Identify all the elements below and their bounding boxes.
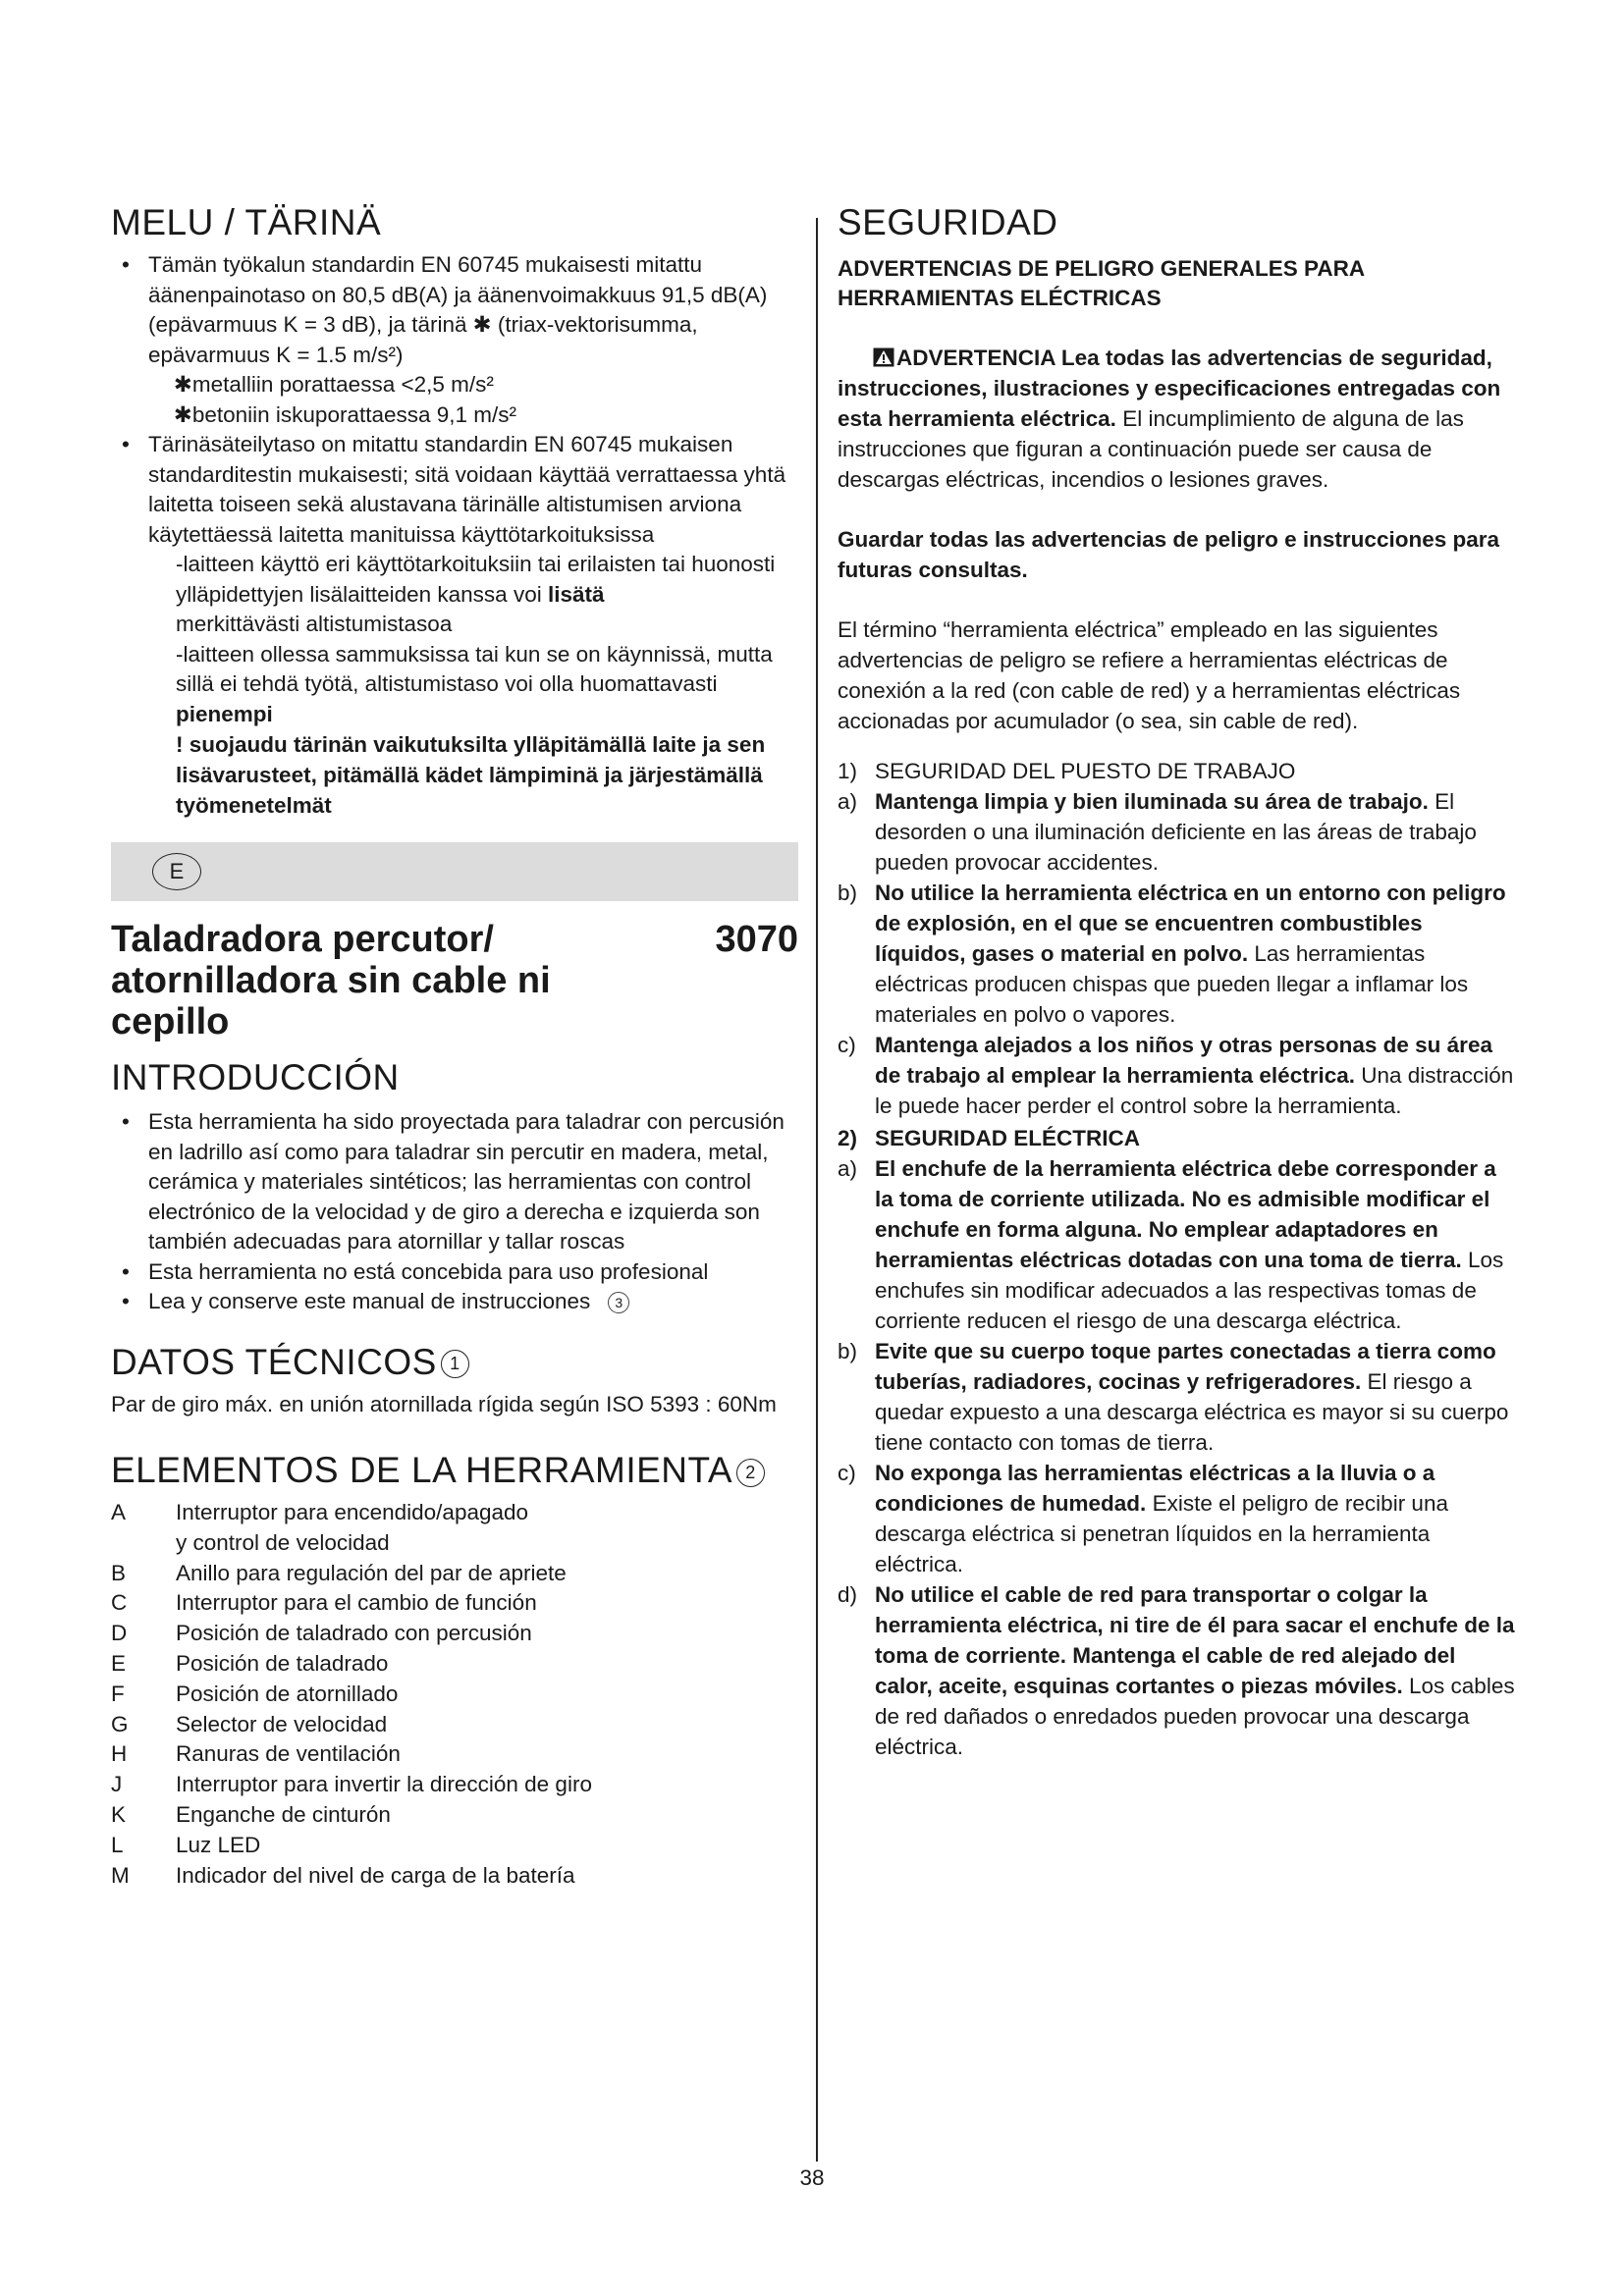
warning-triangle-icon xyxy=(873,347,894,367)
rule-key: b) xyxy=(838,1339,858,1363)
section-1-title: SEGURIDAD DEL PUESTO DE TRABAJO xyxy=(875,759,1296,783)
section-2-key: 2) xyxy=(838,1126,858,1150)
elemento-text: y control de velocidad xyxy=(176,1529,390,1555)
elemento-text: Interruptor para invertir la dirección de giro xyxy=(176,1772,592,1797)
rule-text: El riesgo a quedar expuesto a una descarga eléctrica es mayor si su cuerpo tiene contacto con tomas de tierra. xyxy=(875,1369,1509,1455)
guardar-text: Guardar todas las advertencias de peligro e instrucciones para futuras consultas. xyxy=(838,527,1500,582)
elemento-item xyxy=(111,1649,798,1680)
intro-bullet-2: • Esta herramienta no está concebida para uso profesional xyxy=(111,1257,798,1288)
elemento-text: Indicador del nivel de carga de la batería xyxy=(176,1862,575,1888)
product-title-row xyxy=(111,919,798,1042)
warning-text: El incumplimiento de alguna de las instrucciones que figuran a continuación puede ser causa de descargas eléctricas, incendios o lesiones graves. xyxy=(838,406,1464,492)
product-title: Taladradora percutor/ atornilladora sin cable ni cepillo xyxy=(111,919,551,1042)
language-badge: E xyxy=(152,853,201,890)
elemento-text: Posición de atornillado xyxy=(176,1681,399,1706)
elemento-item xyxy=(111,1528,798,1559)
rule-item xyxy=(838,1336,1515,1458)
left-column xyxy=(111,201,798,1891)
rule-key: c) xyxy=(838,1033,856,1057)
seguridad-title: SEGURIDAD xyxy=(838,202,1058,242)
rule-text: Las herramientas eléctricas producen chispas que pueden llegar a inflamar los materiales en polvo o vapores. xyxy=(875,941,1469,1027)
melu-warning: ! suojaudu tärinän vaikutuksilta ylläpitämällä laite ja sen lisävarusteet, pitämällä kädet lämpiminä ja järjestämällä työmenetelmät xyxy=(176,732,766,818)
rule-text: Existe el peligro de recibir una descarga eléctrica si penetran líquidos en la herramienta eléctrica. xyxy=(875,1491,1448,1576)
rule-bold-text: No utilice el cable de red para transportar o colgar la herramienta eléctrica, ni tire de él para sacar el enchufe de la toma de corriente. Mantenga el cable de red alejado del calor, aceite, esquinas cortantes o piezas móviles. xyxy=(875,1582,1515,1698)
intro-bullet-3-text: Lea y conserve este manual de instrucciones xyxy=(148,1289,591,1313)
elemento-key: M xyxy=(111,1862,130,1888)
melu-title: MELU / TÄRINÄ xyxy=(111,202,382,242)
melu-bullet-2: • Tärinäsäteilytaso on mitattu standardin EN 60745 mukaisen standarditestin mukaisesti; sitä voidaan käyttää verrattaessa yhtä laitetta toiseen sekä alustavana tärinälle altistumisen arviona käytettäessä laitetta manituissa käyttötarkoituksissa xyxy=(111,430,798,550)
elemento-key: J xyxy=(111,1772,123,1797)
section-2-title: SEGURIDAD ELÉCTRICA xyxy=(875,1126,1141,1150)
rule-bold-text: Mantenga alejados a los niños y otras personas de su área de trabajo al emplear la herramienta eléctrica. xyxy=(875,1033,1492,1088)
elemento-item xyxy=(111,1588,798,1619)
rule-text: Los cables de red dañados o enredados pueden provocar una descarga eléctrica. xyxy=(875,1674,1515,1759)
melu-star-2: ✱betoniin iskuporattaessa 9,1 m/s² xyxy=(174,401,517,427)
section-2-rules xyxy=(838,1153,1515,1762)
intro-bullet-1: • Esta herramienta ha sido proyectada para taladrar con percusión en ladrillo así como para taladrar sin percutir en madera, metal, cerámica y materiales sintéticos; las herramientas con control electrónico de la velocidad y de giro a derecha e izquierda son también adecuadas para atornillar y tallar roscas xyxy=(111,1107,798,1257)
elemento-key: G xyxy=(111,1711,129,1736)
elemento-key: A xyxy=(111,1500,127,1524)
elemento-text: Posición de taladrado con percusión xyxy=(176,1621,532,1646)
elementos-title-text: ELEMENTOS DE LA HERRAMIENTA xyxy=(111,1450,733,1490)
elemento-item xyxy=(111,1800,798,1831)
elemento-text: Posición de taladrado xyxy=(176,1650,389,1676)
elemento-item xyxy=(111,1739,798,1770)
elemento-key: K xyxy=(111,1801,127,1827)
elemento-text: Anillo para regulación del par de apriete xyxy=(176,1560,567,1585)
rule-bold-text: Evite que su cuerpo toque partes conectadas a tierra como tuberías, radiadores, cocinas y refrigeradores. xyxy=(875,1339,1496,1394)
spacer xyxy=(838,495,1515,524)
warning-bold-text: ADVERTENCIA Lea todas las advertencias de seguridad, instrucciones, ilustraciones y especificaciones entregadas con esta herramienta eléctrica. xyxy=(838,346,1501,431)
melu-dash-1 xyxy=(111,550,798,640)
section-2-heading xyxy=(838,1123,1515,1153)
melu-list-2 xyxy=(111,430,798,550)
elemento-item xyxy=(111,1710,798,1740)
page-number: 38 xyxy=(799,2165,825,2190)
spacer xyxy=(838,585,1515,614)
elementos-list xyxy=(111,1498,798,1891)
spacer xyxy=(838,736,1515,754)
rule-item xyxy=(838,1153,1515,1336)
rule-key: c) xyxy=(838,1461,856,1485)
melu-dash-1-bold: lisätä xyxy=(547,581,605,607)
warning-indent xyxy=(838,346,873,370)
section-1-key: 1) xyxy=(838,759,858,783)
elemento-item xyxy=(111,1559,798,1589)
elemento-item xyxy=(111,1498,798,1528)
figure-ref-2-icon: 2 xyxy=(736,1459,765,1487)
datos-text: Par de giro máx. en unión atornillada rígida según ISO 5393 : 60Nm xyxy=(111,1391,777,1416)
melu-bullet-1: • Tämän työkalun standardin EN 60745 mukaisesti mitattu äänenpainotaso on 80,5 dB(A) ja äänenvoimakkuus 91,5 dB(A) (epävarmuus K = 3 dB), ja tärinä ✱ (triax-vektorisumma, epävarmuus K = 1.5 m/s²) xyxy=(111,250,798,370)
column-divider xyxy=(816,218,818,2162)
rule-bold-text: No utilice la herramienta eléctrica en un entorno con peligro de explosión, en el que se encuentren combustibles líquidos, gases o material en polvo. xyxy=(875,881,1506,966)
elemento-key: E xyxy=(111,1650,127,1676)
rule-bold-text: El enchufe de la herramienta eléctrica debe corresponder a la toma de corriente utilizada. No es admisible modificar el enchufe en forma alguna. No emplear adaptadores en herramientas eléctricas dotadas con una toma de tierra. xyxy=(875,1156,1496,1272)
rule-item xyxy=(838,786,1515,878)
elemento-text: Interruptor para el cambio de función xyxy=(176,1590,537,1616)
intro-title: INTRODUCCIÓN xyxy=(111,1057,400,1097)
rule-bold-text: Mantenga limpia y bien iluminada su área de trabajo. xyxy=(875,789,1429,814)
elemento-item xyxy=(111,1770,798,1800)
elemento-text: Ranuras de ventilación xyxy=(176,1741,401,1767)
elemento-text: Selector de velocidad xyxy=(176,1711,388,1736)
rule-text: Una distracción le puede hacer perder el control sobre la herramienta. xyxy=(875,1063,1514,1118)
language-band xyxy=(111,842,798,901)
melu-dash-2 xyxy=(111,640,798,730)
datos-title-text: DATOS TÉCNICOS xyxy=(111,1341,437,1382)
melu-star-1: ✱metalliin porattaessa <2,5 m/s² xyxy=(174,372,494,397)
rule-key: b) xyxy=(838,881,858,905)
elemento-item xyxy=(111,1831,798,1861)
seguridad-subheading: ADVERTENCIAS DE PELIGRO GENERALES PARA HERRAMIENTAS ELÉCTRICAS xyxy=(838,256,1365,310)
intro-list xyxy=(111,1107,798,1317)
rule-key: d) xyxy=(838,1582,858,1607)
rule-key: a) xyxy=(838,1156,858,1181)
section-1-heading xyxy=(838,756,1515,786)
rule-item xyxy=(838,1579,1515,1762)
melu-dash-1-end: merkittävästi altistumistasoa xyxy=(176,612,453,636)
rule-key: a) xyxy=(838,789,858,814)
melu-dash-1-text: -laitteen käyttö eri käyttötarkoituksiin tai erilaisten tai huonosti ylläpidettyjen lisälaitteiden kanssa voi xyxy=(176,552,776,607)
elementos-title xyxy=(111,1449,798,1492)
datos-title xyxy=(111,1341,798,1384)
elemento-key: H xyxy=(111,1741,128,1767)
product-number: 3070 xyxy=(715,919,798,960)
figure-ref-1-icon: 1 xyxy=(441,1350,469,1378)
section-1-rules xyxy=(838,786,1515,1121)
termino-text: El término “herramienta eléctrica” empleado en las siguientes advertencias de peligro se refiere a herramientas eléctricas de conexión a la red (con cable de red) y a herramientas eléctricas accionadas por acumulador (o sea, sin cable de red). xyxy=(838,617,1461,733)
rule-text: El desorden o una iluminación deficiente en las áreas de trabajo pueden provocar accidentes. xyxy=(875,789,1477,875)
elemento-item xyxy=(111,1861,798,1892)
rule-item xyxy=(838,878,1515,1030)
elemento-key: B xyxy=(111,1560,127,1585)
elemento-key: F xyxy=(111,1681,125,1706)
intro-bullet-3 xyxy=(111,1287,798,1317)
elemento-key: L xyxy=(111,1832,124,1857)
melu-list xyxy=(111,250,798,370)
elemento-key: C xyxy=(111,1590,128,1616)
rule-item xyxy=(838,1030,1515,1121)
elemento-text: Interruptor para encendido/apagado xyxy=(176,1500,529,1524)
right-column xyxy=(838,201,1515,1762)
elemento-item xyxy=(111,1619,798,1649)
elemento-text: Enganche de cinturón xyxy=(176,1801,391,1827)
figure-ref-3-icon: 3 xyxy=(608,1292,629,1313)
melu-dash-2-text: -laitteen ollessa sammuksissa tai kun se on käynnissä, mutta sillä ei tehdä työtä, altistumistaso voi olla huomattavasti xyxy=(176,641,773,696)
melu-dash-2-bold: pienempi xyxy=(176,701,273,726)
rule-item xyxy=(838,1458,1515,1579)
warning-paragraph xyxy=(838,343,1515,495)
elemento-text: Luz LED xyxy=(176,1832,261,1857)
elemento-key: D xyxy=(111,1621,128,1646)
rule-bold-text: No exponga las herramientas eléctricas a la lluvia o a condiciones de humedad. xyxy=(875,1461,1435,1516)
rule-text: Los enchufes sin modificar adecuados a las respectivas tomas de corriente reducen el riesgo de una descarga eléctrica. xyxy=(875,1248,1504,1333)
elemento-item xyxy=(111,1680,798,1710)
